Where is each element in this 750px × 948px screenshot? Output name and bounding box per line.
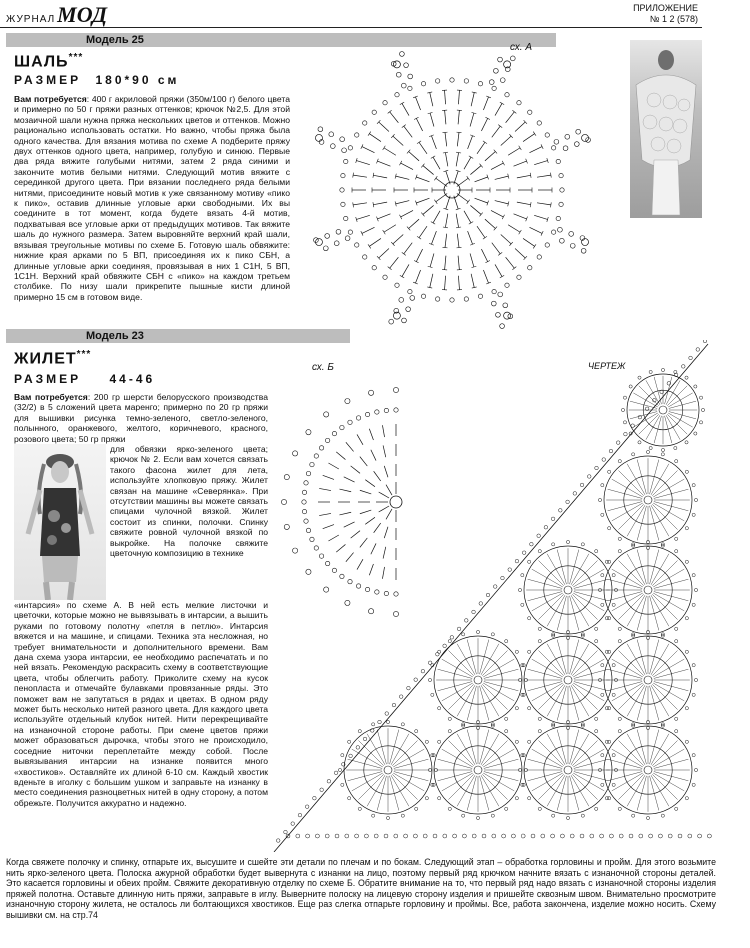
- vest-photo-figure: [14, 444, 106, 600]
- drawing-label: ЧЕРТЕЖ: [588, 361, 626, 371]
- drawing-triangle: [268, 340, 716, 852]
- model25-size: [14, 73, 179, 87]
- scheme-a-label: сх. А: [510, 42, 533, 53]
- model25-title-text: ШАЛЬ: [14, 53, 69, 71]
- model23-stars: ***: [76, 349, 92, 360]
- model23-title: [14, 349, 91, 368]
- model25-size-value: 180*90 см: [95, 73, 180, 87]
- model23-text-top: : 200 гр шерсти белорусского производства (32/2) в 5 сложений цвета маренго; примерно по 20 гр пряжи для вышивки рисунка темно-зеленого, светло-зеленого, полынного, оранжевого, желтого, коричневого, красного, розового цвета; 50 гр пряжи: [14, 392, 268, 444]
- vest-photo: [14, 444, 106, 600]
- model25-title: [14, 52, 83, 71]
- model25-description: [14, 94, 290, 302]
- model23-description-wide: «интарсия» по схеме А. В ней есть мелкие листочки и цветочки, которые можно не вывязывать в интарсии, а вышить руками по готовому полотну «петля в петлю». Интарсия вяжется и на машине, и спицами. Техника эта несложная, но требует внимательности и дополнительного времени. Вам дана схема узора интарсии, ее необходимо распечатать и по ней вязать. Рекомендую раскрасить схему в соответствующие цвета, чтобы облегчить работу. Приколите схему на кусок пенопласта и отмечайте булавками провязанные ряды. Это поможет вам не запутаться в рядах и цветах. В одном ряду может быть несколько нитей разного цвета. Для каждого цвета используйте отдельный клубок нитей. Нити перекрещивайте на изнаночной стороне работы. При смене цветов пряжи может образоваться дырочка, чтобы этого не происходило, соседние ниточки переплетайте между собой. После вывязывания интарсии на изнанке появится много «хвостиков». Оставляйте их длиной 6-10 см. Каждый хвостик вденьте в иголку с большим ушком и заправьте на изнанку в место соединения разноцветных нитей в одну сторону, а потом обрежьте. Получится аккуратно и надежно.: [14, 600, 268, 808]
- model23-bar: Модель 23: [6, 329, 350, 343]
- model23-size-label: РАЗМЕР: [14, 372, 82, 386]
- model23-size-value: 44-46: [109, 372, 156, 386]
- model25-size-label: РАЗМЕР: [14, 73, 82, 87]
- scheme-b-label: сх. Б: [312, 362, 334, 373]
- model23-description-narrow: для обвязки ярко-зеленого цвета; крючок № 2. Если вам хочется связать такого фасона жилет для лета, используйте хлопковую пряжу. Жилет связан на машине «Северянка». При отсутствии машины вы можете связать спицами чулочной вязкой. Жилет состоит из спинки, полочки. Спинку свяжите ровной чулочной вязкой по выкройке. На полочке свяжите цветочную композицию в технике: [110, 444, 268, 559]
- supplement-label: ПРИЛОЖЕНИЕ: [633, 3, 698, 13]
- scheme-a-diagram: [292, 40, 612, 340]
- shawl-photo-figure: [630, 40, 702, 218]
- issue-number: № 1 2 (578): [649, 14, 698, 24]
- adjacent-page-edge: [702, 20, 750, 920]
- model25-bar: Модель 25: [6, 33, 556, 47]
- journal-logo-mark: МОД: [57, 2, 108, 27]
- header-rule: [0, 27, 702, 28]
- journal-logo: [6, 2, 107, 28]
- model23-description-bottom: Когда свяжете полочку и спинку, отпарьте их, высушите и сшейте эти детали по плечам и по бокам. Следующий этап – обработка горловины и пройм. Для этого возьмите нить ярко-зеленого цвета. Полоска ажурной обработки будет вывернута с изнанки на лицо, поэтому первый ряд крючком начните вязать с изнаночной стороны деталей. Это касается горловины и обеих пройм. Свяжите декоративную отделку по схеме Б. Обратите внимание на то, что первый ряд надо вязать с изнаночной стороны изделия пряжей полотна. Оставьте длинную нить пряжи, заправьте в иглу. Выверните полоску на лицевую сторону изделия и пришейте сквозным швом. Внимательно просмотрите изнаночную сторону жилета, не осталось ли болтающихся хвостиков. Еще раз слегка отпарьте горловину и проймы. Все, работа закончена, изделие можно носить. Схему вышивки см. на стр.74: [6, 857, 716, 920]
- model25-stars: ***: [68, 52, 84, 63]
- scheme-a-motif: [292, 40, 612, 340]
- model23-need-label: Вам потребуется: [14, 392, 88, 402]
- model25-text: : 400 г акриловой пряжи (350м/100 г) белого цвета и примерно по 50 г пряжи разных оттенков; крючок №2,5. Для этой мозаичной шали нужна пряжа нескольких цветов и оттенков. Можно рационально использовать остатки. Но важно, чтобы пряжа была одного качества. Для вязания мотива по схеме А подберите пряжу двух оттенков одного цвета, например, голубую и синюю. Первые два ряда вяжите голубыми нитями, затем 2 ряда синими и закончите мотив белыми нитями. Следующий мотив вяжите с серединкой другого цвета. При вязании последнего ряда белыми нитями, присоедините новый мотив к уже связанному мотиву «пико к пико», оставив длинные угловые арки свободными. Их вы соедините в тот момент, когда будете вязать 4-й мотив, подхватывая все угловые арки от предыдущих мотивов. Так вяжите шаль до нужного размера. Затем выровняйте верхний край шали, вязывая треугольные мотивы по схеме Б. Готовую шаль обвяжите: нижние края арками по 5 ВП, присоединяя их к пико СБН, а длинные угловые арки соединяя, провязывая в них 1 С1Н, 5 ВП, 1С1Н. Верхний край обвяжите СБН с «пико» на каждом третьем столбике. По низу шали прикрепите пышные кисти длиной примерно 15 см в готовом виде.: [14, 94, 290, 302]
- model23-title-text: ЖИЛЕТ: [14, 350, 77, 368]
- model23-size: [14, 372, 155, 386]
- model25-need-label: Вам потребуется: [14, 94, 87, 104]
- shawl-photo: [630, 40, 702, 218]
- model23-description-top: [14, 392, 268, 444]
- issue-info: [633, 3, 698, 25]
- drawing-diagram: [268, 340, 716, 852]
- journal-prefix: ЖУРНАЛ: [6, 14, 56, 25]
